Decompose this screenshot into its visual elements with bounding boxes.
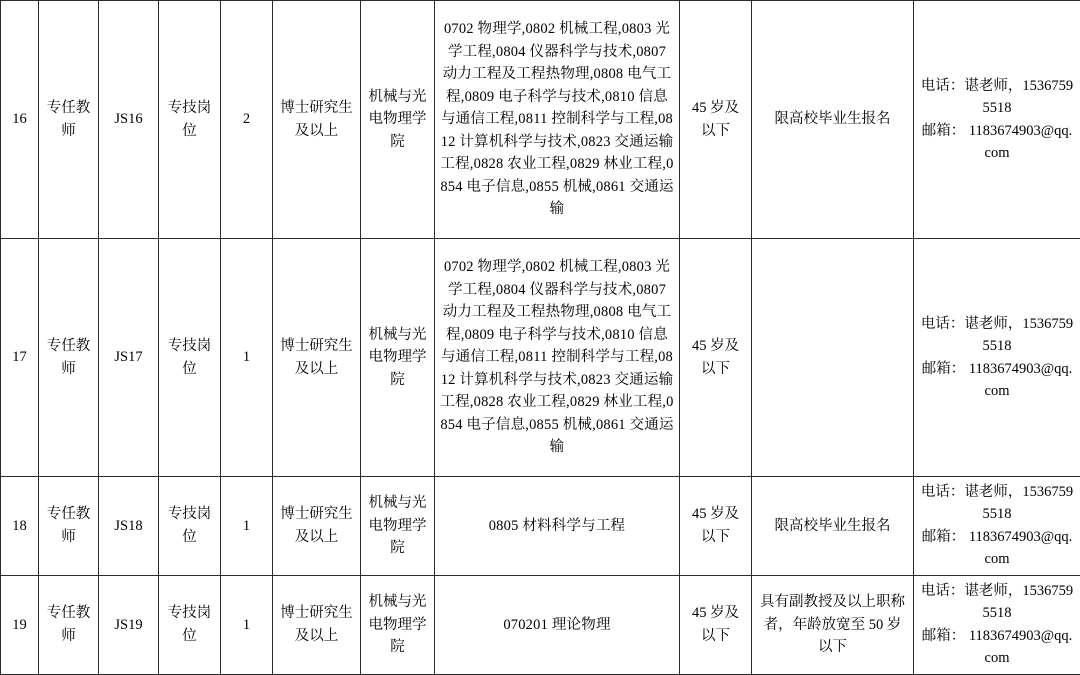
- contact-phone: 电话：谌老师，15367595518: [919, 313, 1075, 358]
- cell-type: 专任教师: [39, 477, 99, 576]
- table-row: [1, 1, 1080, 239]
- cell-other: 具有副教授及以上职称者，年龄放宽至 50 岁以下: [752, 575, 914, 674]
- cell-age: 45 岁及以下: [680, 477, 752, 576]
- cell-code: JS19: [99, 575, 159, 674]
- contact-phone: 电话：谌老师，15367595518: [919, 580, 1075, 625]
- cell-college: 机械与光电物理学院: [361, 477, 435, 576]
- cell-age: 45 岁及以下: [680, 575, 752, 674]
- cell-other: 限高校毕业生报名: [752, 477, 914, 576]
- cell-code: JS17: [99, 239, 159, 477]
- cell-age: 45 岁及以下: [680, 1, 752, 239]
- cell-code: JS16: [99, 1, 159, 239]
- cell-num: 1: [221, 239, 273, 477]
- cell-degree: 博士研究生及以上: [273, 239, 361, 477]
- cell-major: 070201 理论物理: [435, 575, 680, 674]
- table-row: [1, 575, 1080, 674]
- cell-num: 1: [221, 477, 273, 576]
- cell-no: 16: [1, 1, 39, 239]
- cell-code: JS18: [99, 477, 159, 576]
- cell-major: 0702 物理学,0802 机械工程,0803 光学工程,0804 仪器科学与技术,0807 动力工程及工程热物理,0808 电气工程,0809 电子科学与技术,0810 信息与通信工程,0811 控制科学与工程,0812 计算机科学与技术,0823 交通运输工程,0828 农业工程,0829 林业工程,0854 电子信息,0855 机械,0861 交通运输: [435, 239, 680, 477]
- cell-college: 机械与光电物理学院: [361, 1, 435, 239]
- contact-email: 邮箱： 1183674903@qq.com: [919, 625, 1075, 670]
- contact-phone: 电话：谌老师，15367595518: [919, 75, 1075, 120]
- cell-other: 限高校毕业生报名: [752, 1, 914, 239]
- cell-no: 18: [1, 477, 39, 576]
- cell-degree: 博士研究生及以上: [273, 1, 361, 239]
- cell-contact: [914, 477, 1080, 576]
- cell-post: 专技岗位: [159, 477, 221, 576]
- cell-num: 2: [221, 1, 273, 239]
- cell-num: 1: [221, 575, 273, 674]
- cell-major: 0805 材料科学与工程: [435, 477, 680, 576]
- contact-email: 邮箱： 1183674903@qq.com: [919, 120, 1075, 165]
- cell-contact: [914, 239, 1080, 477]
- cell-contact: [914, 1, 1080, 239]
- cell-type: 专任教师: [39, 239, 99, 477]
- table-row: [1, 477, 1080, 576]
- cell-age: 45 岁及以下: [680, 239, 752, 477]
- cell-type: 专任教师: [39, 1, 99, 239]
- cell-other: [752, 239, 914, 477]
- cell-no: 19: [1, 575, 39, 674]
- cell-post: 专技岗位: [159, 239, 221, 477]
- contact-email: 邮箱： 1183674903@qq.com: [919, 526, 1075, 571]
- cell-major: 0702 物理学,0802 机械工程,0803 光学工程,0804 仪器科学与技术,0807 动力工程及工程热物理,0808 电气工程,0809 电子科学与技术,0810 信息与通信工程,0811 控制科学与工程,0812 计算机科学与技术,0823 交通运输工程,0828 农业工程,0829 林业工程,0854 电子信息,0855 机械,0861 交通运输: [435, 1, 680, 239]
- cell-type: 专任教师: [39, 575, 99, 674]
- cell-degree: 博士研究生及以上: [273, 477, 361, 576]
- cell-college: 机械与光电物理学院: [361, 575, 435, 674]
- table-row: [1, 239, 1080, 477]
- cell-post: 专技岗位: [159, 1, 221, 239]
- contact-phone: 电话：谌老师，15367595518: [919, 481, 1075, 526]
- contact-email: 邮箱： 1183674903@qq.com: [919, 358, 1075, 403]
- cell-post: 专技岗位: [159, 575, 221, 674]
- cell-degree: 博士研究生及以上: [273, 575, 361, 674]
- cell-college: 机械与光电物理学院: [361, 239, 435, 477]
- cell-contact: [914, 575, 1080, 674]
- cell-no: 17: [1, 239, 39, 477]
